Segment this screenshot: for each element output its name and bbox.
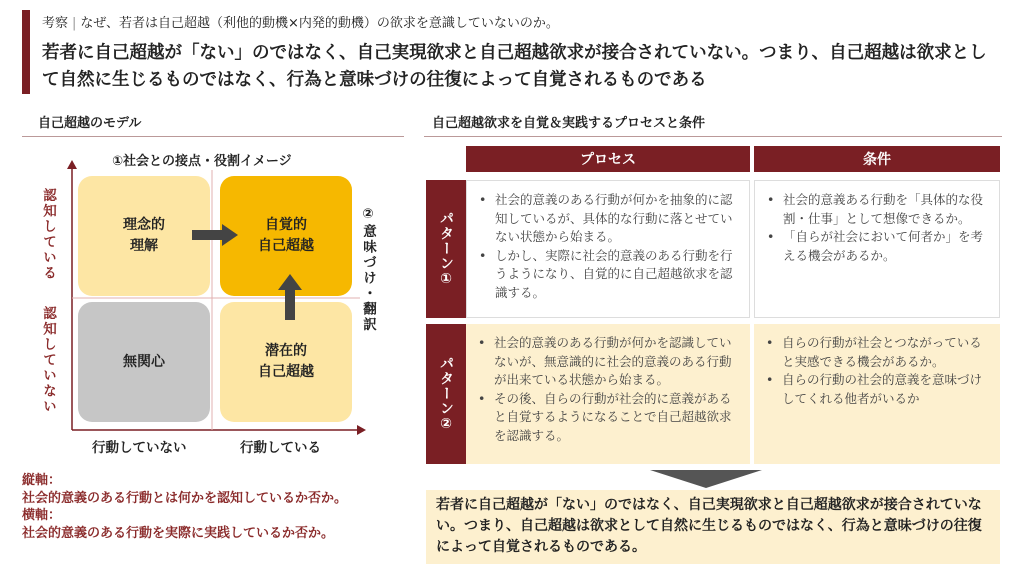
cell-text: 無関心 [123,353,165,370]
axis-legend [22,472,347,542]
cell-text: 理念的 [123,217,165,233]
kicker-text: なぜ、若者は自己超越（利他的動機×内発的動機）の欲求を意識していないのか。 [80,16,559,31]
list-item: • 自らの行動が社会とつながっていると実感できる機会があるか。 [762,334,990,371]
legend-line: 横軸： [22,508,62,523]
cell-text: 理解 [130,238,158,254]
y-bottom-label: 認知していない [40,306,56,415]
list-item: • 社会的意義のある行動が何かを認識していないが、無意識的に社会的意義のある行動が出来ている状態から始まる。 [474,334,740,390]
list-item: • 「自らが社会において何者か」を考える機会があるか。 [763,228,989,265]
legend-line: 縦軸： [22,473,62,488]
column-header-process: プロセス [466,146,750,172]
conclusion-box: 若者に自己超越が「ない」のではなく、自己実現欲求と自己超越欲求が接合されていない。つまり、自己超越は欲求として自然に生じるものではなく、行為と意味づけの往復によって自覚されるものである。 [426,490,1000,564]
cell-text: 自覚的 [265,217,307,233]
right-section-rule [424,136,1002,137]
arrow-up-icon [278,274,302,320]
legend-line: 社会的意義のある行動とは何かを認知しているか否か。 [22,490,348,506]
accent-bar [22,10,30,94]
headline: 若者に自己超越が「ない」のではなく、自己実現欲求と自己超越欲求が接合されていない。つまり、自己超越は欲求として自然に生じるものではなく、行為と意味づけの往復によって自覚されるものである [42,43,987,90]
cell-conceptual-understanding [78,176,210,296]
kicker [42,12,559,31]
list-item: • 社会的意義ある行動を「具体的な役割・仕事」として想像できるか。 [763,191,989,228]
row-header-pattern-2: パターン② [426,324,466,464]
axis-right-label: ②意味づけ・翻訳 [360,206,376,333]
cell-text: 自己超越 [258,364,314,380]
list-item: • 自らの行動の社会的意義を意味づけしてくれる他者がいるか [762,371,990,408]
column-header-condition: 条件 [754,146,1000,172]
list-item: • 社会的意義のある行動が何かを抽象的に認知しているが、具体的な行動に落とせていない状態から始まる。 [475,191,739,247]
left-section-title: 自己超越のモデル [38,116,142,131]
pattern-2-condition [754,324,1000,464]
x-right-label: 行動している [240,440,321,456]
list-item: • しかし、実際に社会的意義のある行動を行うようになり、自覚的に自己超越欲求を認識する。 [475,247,739,303]
cell-indifference [78,302,210,422]
list-item: • その後、自らの行動が社会的に意義があると自覚するようになることで自己超越欲求を認識する。 [474,390,740,446]
axis-top-label: ①社会との接点・役割イメージ [112,154,292,169]
cell-latent-self-transcendence [220,302,352,422]
right-section-title: 自己超越欲求を自覚＆実践するプロセスと条件 [432,116,706,131]
cell-text: 潜在的 [265,343,307,359]
kicker-separator: | [72,16,77,31]
pattern-2-process [466,324,750,464]
x-left-label: 行動していない [92,440,187,456]
legend-line: 社会的意義のある行動を実際に実践しているか否か。 [22,525,335,541]
cell-text: 自己超越 [258,238,314,254]
pattern-1-process [466,180,750,318]
y-top-label: 認知している [40,188,56,281]
down-arrow-icon [650,470,762,488]
kicker-tag: 考察 [42,16,69,31]
row-header-pattern-1: パターン① [426,180,466,318]
pattern-1-condition [754,180,1000,318]
left-section-rule [22,136,404,137]
arrow-right-icon [192,224,240,246]
